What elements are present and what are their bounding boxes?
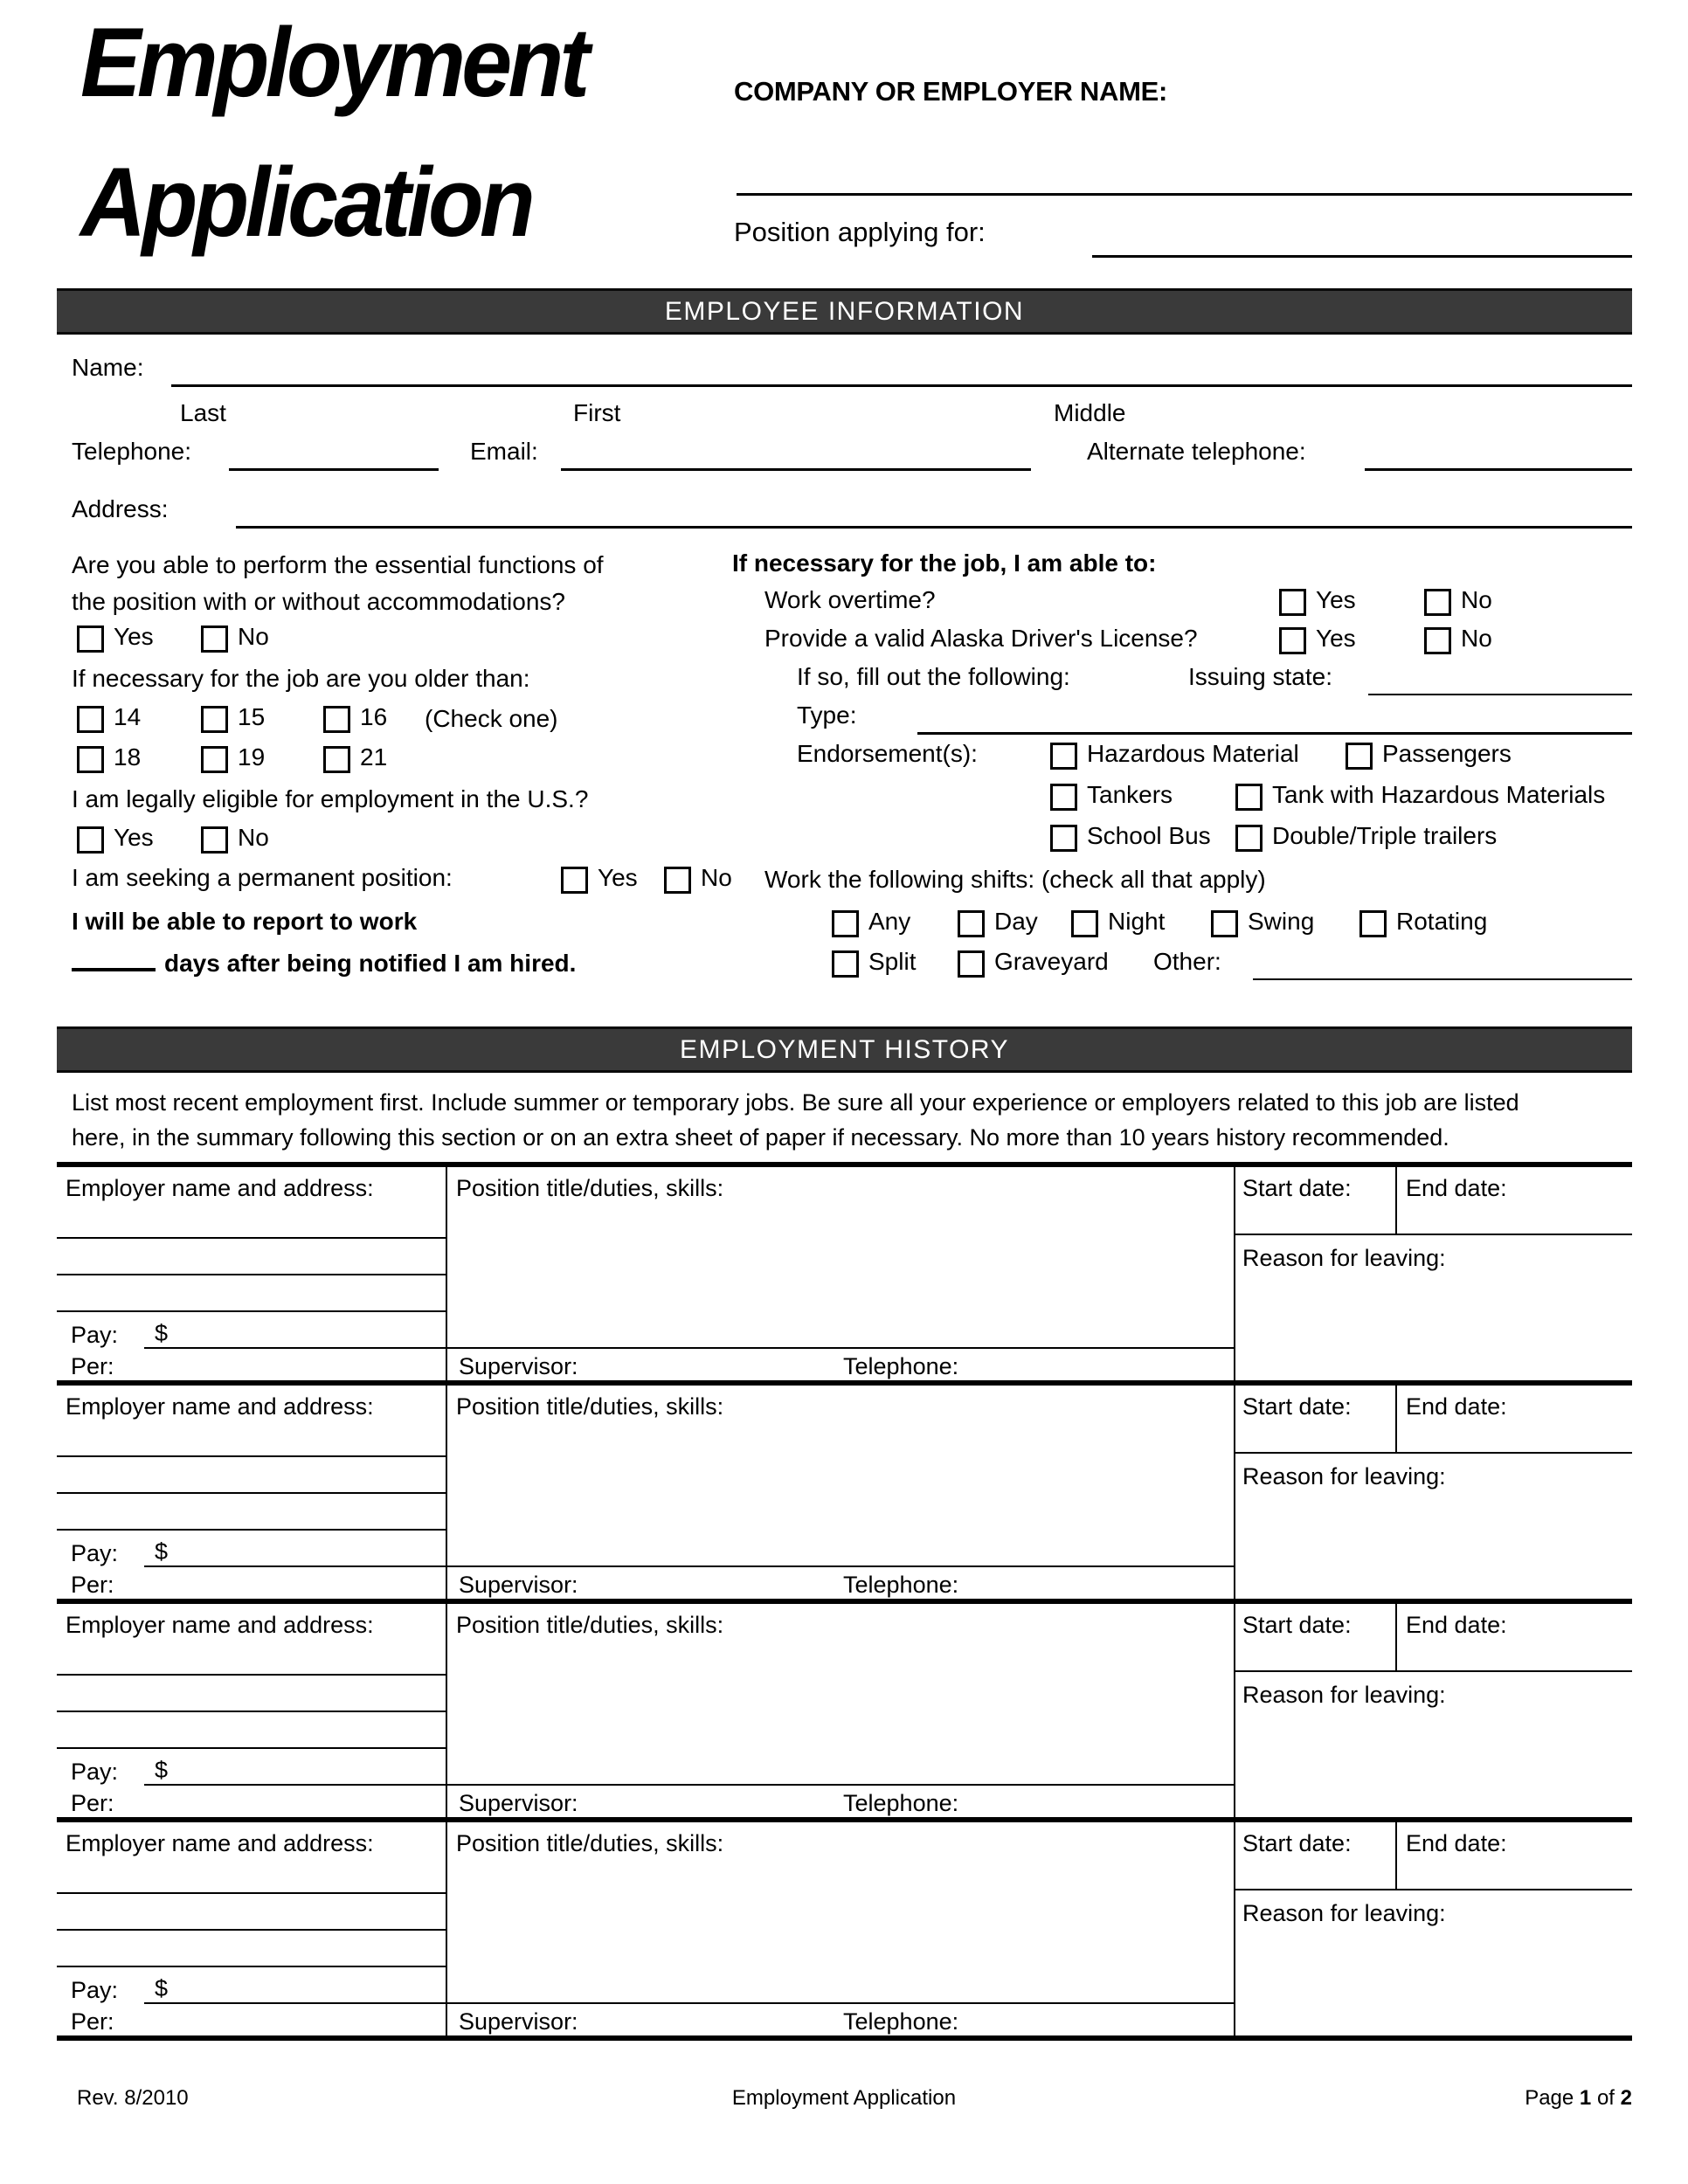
reason-for-leaving-label: Reason for leaving: <box>1242 1900 1446 1926</box>
start-date-label: Start date: <box>1242 1393 1352 1420</box>
pay-label: Pay: <box>71 1759 119 1785</box>
dollar-sign: $ <box>155 1320 169 1346</box>
end-date-label: End date: <box>1406 1612 1507 1638</box>
shift-swing-checkbox[interactable] <box>1211 910 1238 937</box>
footer-revision: Rev. 8/2010 <box>77 2086 189 2110</box>
age-21-label: 21 <box>360 743 388 771</box>
position-title-duties-label: Position title/duties, skills: <box>456 1393 724 1420</box>
position-applying-label: Position applying for: <box>734 217 986 247</box>
eligible-no-checkbox[interactable] <box>201 826 228 854</box>
issuing-state-label: Issuing state: <box>1188 663 1332 690</box>
pay-write-line[interactable] <box>144 1347 1234 1349</box>
age-14-checkbox[interactable] <box>77 706 104 733</box>
endorsement-school-bus-checkbox[interactable] <box>1050 825 1077 852</box>
email-label: Email: <box>470 438 538 465</box>
column-divider-position-dates <box>1234 1386 1235 1599</box>
permanent-no-checkbox[interactable] <box>664 867 691 894</box>
overtime-label: Work overtime? <box>764 586 936 613</box>
position-input-line[interactable] <box>1092 255 1632 258</box>
employer-write-line-2[interactable] <box>57 1274 446 1275</box>
pay-write-line[interactable] <box>144 1565 1234 1567</box>
endorsement-double-triple-checkbox[interactable] <box>1235 825 1263 852</box>
endorsement-double-triple-label: Double/Triple trailers <box>1272 822 1498 849</box>
employer-write-line-3[interactable] <box>57 1529 446 1531</box>
functions-no-label: No <box>238 623 269 650</box>
report-to-work-line2 <box>72 945 576 978</box>
permanent-no-label: No <box>701 864 732 891</box>
shift-night-checkbox[interactable] <box>1071 910 1098 937</box>
start-end-date-divider <box>1395 1822 1397 1889</box>
shift-graveyard-checkbox[interactable] <box>958 950 985 978</box>
dollar-sign: $ <box>155 1975 169 2001</box>
endorsement-tank-hazmat-label: Tank with Hazardous Materials <box>1272 781 1606 808</box>
employment-history-table <box>57 1162 1632 2041</box>
age-16-label: 16 <box>360 703 388 730</box>
functions-yes-checkbox[interactable] <box>77 625 104 653</box>
date-row-bottom-line <box>1234 1452 1632 1454</box>
employment-history-block <box>57 1822 1632 2041</box>
reason-for-leaving-label: Reason for leaving: <box>1242 1245 1446 1271</box>
employer-name-address-label: Employer name and address: <box>66 1393 374 1420</box>
history-intro-line2: here, in the summary following this section or on an extra sheet of paper if necessary. No more than 10 years history recommended. <box>72 1124 1449 1151</box>
address-label: Address: <box>72 495 169 522</box>
supervisor-label: Supervisor: <box>459 1790 578 1816</box>
endorsement-hazmat-checkbox[interactable] <box>1050 743 1077 770</box>
shift-day-label: Day <box>994 908 1038 935</box>
column-divider-position-dates <box>1234 1167 1235 1380</box>
license-label: Provide a valid Alaska Driver's License? <box>764 625 1198 652</box>
footer-page-number: Page 1 of 2 <box>1525 2086 1632 2110</box>
employment-history-block <box>57 1386 1632 1604</box>
pay-label: Pay: <box>71 1540 119 1566</box>
address-input-line[interactable] <box>236 526 1632 529</box>
employee-information-banner: EMPLOYEE INFORMATION <box>57 288 1632 335</box>
pay-label: Pay: <box>71 1977 119 2003</box>
start-date-label: Start date: <box>1242 1175 1352 1201</box>
check-one-note: (Check one) <box>425 705 558 732</box>
per-label: Per: <box>71 2008 114 2035</box>
age-18-label: 18 <box>114 743 142 771</box>
employer-write-line-2[interactable] <box>57 1711 446 1712</box>
shift-graveyard-label: Graveyard <box>994 948 1109 975</box>
shift-day-checkbox[interactable] <box>958 910 985 937</box>
telephone-label: Telephone: <box>843 2008 959 2035</box>
if-so-label: If so, fill out the following: <box>797 663 1070 690</box>
employer-write-line-3[interactable] <box>57 1310 446 1312</box>
employer-write-line-1[interactable] <box>57 1674 446 1676</box>
shift-swing-label: Swing <box>1248 908 1315 935</box>
overtime-yes-label: Yes <box>1316 586 1356 613</box>
pay-label: Pay: <box>71 1322 119 1348</box>
endorsement-passengers-checkbox[interactable] <box>1346 743 1373 770</box>
age-15-label: 15 <box>238 703 266 730</box>
position-title-duties-label: Position title/duties, skills: <box>456 1175 724 1201</box>
telephone-label: Telephone: <box>72 438 192 465</box>
column-divider-position-dates <box>1234 1822 1235 2035</box>
alt-telephone-label: Alternate telephone: <box>1087 438 1306 465</box>
employer-name-address-label: Employer name and address: <box>66 1830 374 1856</box>
column-divider-position-dates <box>1234 1604 1235 1817</box>
start-end-date-divider <box>1395 1167 1397 1234</box>
permanent-yes-checkbox[interactable] <box>561 867 588 894</box>
endorsement-tankers-checkbox[interactable] <box>1050 784 1077 811</box>
end-date-label: End date: <box>1406 1393 1507 1420</box>
company-name-label: COMPANY OR EMPLOYER NAME: <box>734 76 1167 107</box>
start-end-date-divider <box>1395 1386 1397 1452</box>
license-no-label: No <box>1461 625 1492 652</box>
per-label: Per: <box>71 1790 114 1816</box>
essential-functions-question-line2: the position with or without accommodations? <box>72 588 565 615</box>
endorsement-tank-hazmat-checkbox[interactable] <box>1235 784 1263 811</box>
employer-write-line-1[interactable] <box>57 1455 446 1457</box>
age-16-checkbox[interactable] <box>323 706 350 733</box>
position-title-duties-label: Position title/duties, skills: <box>456 1612 724 1638</box>
permanent-position-label: I am seeking a permanent position: <box>72 864 453 891</box>
dollar-sign: $ <box>155 1757 169 1783</box>
reason-for-leaving-label: Reason for leaving: <box>1242 1682 1446 1708</box>
eligible-no-label: No <box>238 824 269 851</box>
license-yes-checkbox[interactable] <box>1279 627 1306 654</box>
license-type-input-line[interactable] <box>917 732 1632 735</box>
age-15-checkbox[interactable] <box>201 706 228 733</box>
telephone-input-line[interactable] <box>229 468 439 471</box>
employer-name-address-label: Employer name and address: <box>66 1175 374 1201</box>
pay-write-line[interactable] <box>144 1784 1234 1786</box>
employer-name-address-label: Employer name and address: <box>66 1612 374 1638</box>
endorsement-tankers-label: Tankers <box>1087 781 1173 808</box>
employer-write-line-1[interactable] <box>57 1892 446 1894</box>
shift-rotating-label: Rotating <box>1396 908 1488 935</box>
functions-yes-label: Yes <box>114 623 154 650</box>
start-date-label: Start date: <box>1242 1830 1352 1856</box>
start-end-date-divider <box>1395 1604 1397 1670</box>
license-yes-label: Yes <box>1316 625 1356 652</box>
per-label: Per: <box>71 1572 114 1598</box>
page-title-line1: Employment <box>80 8 586 117</box>
license-no-checkbox[interactable] <box>1424 627 1451 654</box>
able-to-heading: If necessary for the job, I am able to: <box>732 549 1157 577</box>
per-label: Per: <box>71 1353 114 1379</box>
employer-write-line-2[interactable] <box>57 1492 446 1494</box>
alt-telephone-input-line[interactable] <box>1365 468 1632 471</box>
endorsement-hazmat-label: Hazardous Material <box>1087 740 1299 767</box>
eligible-yes-checkbox[interactable] <box>77 826 104 854</box>
overtime-no-label: No <box>1461 586 1492 613</box>
reason-for-leaving-label: Reason for leaving: <box>1242 1463 1446 1489</box>
date-row-bottom-line <box>1234 1889 1632 1890</box>
permanent-yes-label: Yes <box>598 864 638 891</box>
age-21-checkbox[interactable] <box>323 746 350 773</box>
shift-split-label: Split <box>868 948 917 975</box>
report-days-text: days after being notified I am hired. <box>164 950 577 977</box>
end-date-label: End date: <box>1406 1175 1507 1201</box>
endorsement-passengers-label: Passengers <box>1382 740 1512 767</box>
issuing-state-input-line[interactable] <box>1368 694 1632 695</box>
supervisor-label: Supervisor: <box>459 1572 578 1598</box>
older-than-label: If necessary for the job are you older than: <box>72 665 530 692</box>
history-intro-line1: List most recent employment first. Include summer or temporary jobs. Be sure all your experience or employers related to this job are listed <box>72 1089 1519 1116</box>
supervisor-label: Supervisor: <box>459 1353 578 1379</box>
employment-history-banner: EMPLOYMENT HISTORY <box>57 1026 1632 1073</box>
start-date-label: Start date: <box>1242 1612 1352 1638</box>
age-19-label: 19 <box>238 743 266 771</box>
license-type-label: Type: <box>797 702 857 729</box>
shift-split-checkbox[interactable] <box>832 950 859 978</box>
functions-no-checkbox[interactable] <box>201 625 228 653</box>
employer-write-line-3[interactable] <box>57 1747 446 1749</box>
shift-any-label: Any <box>868 908 911 935</box>
shift-any-checkbox[interactable] <box>832 910 859 937</box>
telephone-label: Telephone: <box>843 1353 959 1379</box>
endorsements-label: Endorsement(s): <box>797 740 978 767</box>
supervisor-label: Supervisor: <box>459 2008 578 2035</box>
end-date-label: End date: <box>1406 1830 1507 1856</box>
employment-history-block <box>57 1167 1632 1386</box>
endorsement-school-bus-label: School Bus <box>1087 822 1211 849</box>
employer-write-line-2[interactable] <box>57 1929 446 1931</box>
position-title-duties-label: Position title/duties, skills: <box>456 1830 724 1856</box>
name-sublabel-last: Last <box>180 399 226 426</box>
overtime-yes-checkbox[interactable] <box>1279 589 1306 616</box>
eligible-employment-label: I am legally eligible for employment in the U.S.? <box>72 785 589 812</box>
overtime-no-checkbox[interactable] <box>1424 589 1451 616</box>
age-14-label: 14 <box>114 703 142 730</box>
date-row-bottom-line <box>1234 1234 1632 1235</box>
report-days-input-line[interactable] <box>72 945 156 971</box>
name-label: Name: <box>72 354 144 381</box>
report-to-work-line1: I will be able to report to work <box>72 908 418 935</box>
dollar-sign: $ <box>155 1538 169 1565</box>
employer-write-line-3[interactable] <box>57 1966 446 1967</box>
age-18-checkbox[interactable] <box>77 746 104 773</box>
page-title-line2: Application <box>80 148 531 257</box>
name-sublabel-first: First <box>573 399 621 426</box>
shifts-label: Work the following shifts: (check all that apply) <box>764 866 1266 893</box>
shift-night-label: Night <box>1108 908 1166 935</box>
date-row-bottom-line <box>1234 1670 1632 1672</box>
pay-write-line[interactable] <box>144 2002 1234 2004</box>
other-shift-input-line[interactable] <box>1253 978 1632 980</box>
age-19-checkbox[interactable] <box>201 746 228 773</box>
telephone-label: Telephone: <box>843 1572 959 1598</box>
email-input-line[interactable] <box>561 468 1031 471</box>
footer-document-title: Employment Application <box>731 2086 957 2110</box>
employment-history-block <box>57 1604 1632 1822</box>
employer-write-line-1[interactable] <box>57 1237 446 1239</box>
company-name-input-line[interactable] <box>737 193 1632 196</box>
shift-rotating-checkbox[interactable] <box>1359 910 1387 937</box>
name-sublabel-middle: Middle <box>1054 399 1126 426</box>
eligible-yes-label: Yes <box>114 824 154 851</box>
telephone-label: Telephone: <box>843 1790 959 1816</box>
name-input-line[interactable] <box>171 384 1632 387</box>
essential-functions-question-line1: Are you able to perform the essential functions of <box>72 551 604 578</box>
other-shift-label: Other: <box>1153 948 1221 975</box>
